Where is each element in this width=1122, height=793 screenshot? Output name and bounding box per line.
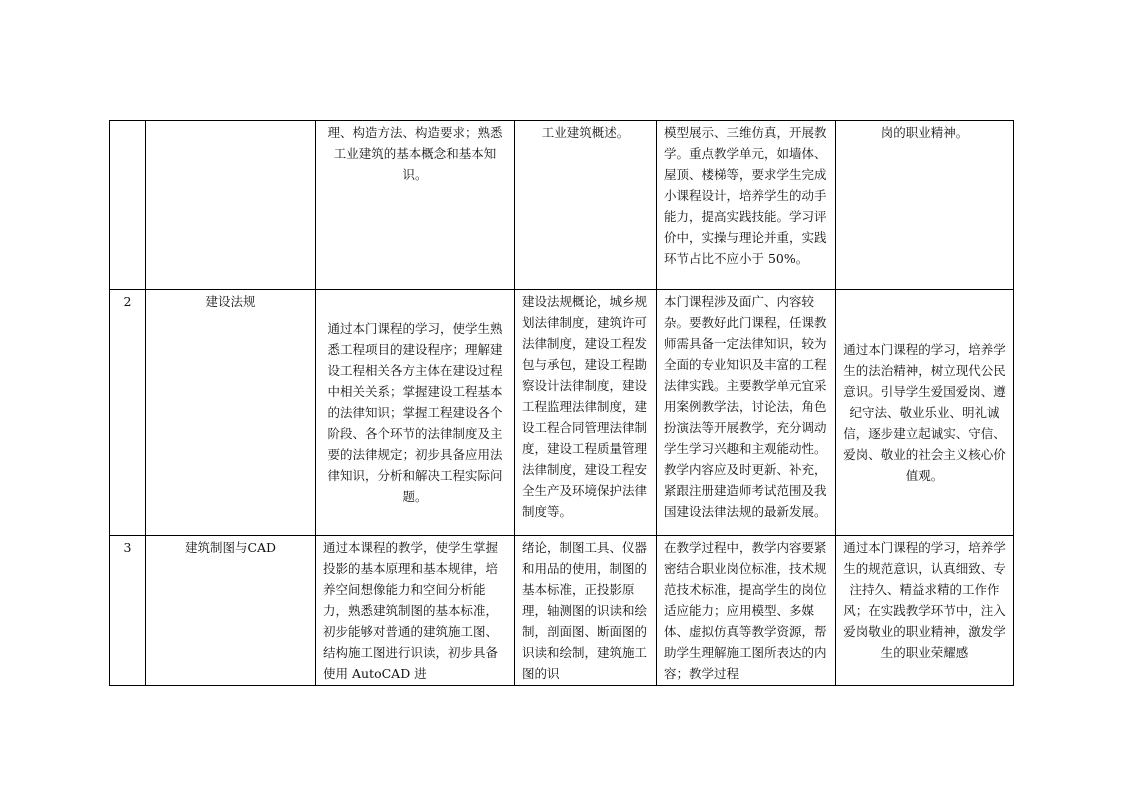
teaching-requirement-cell: 本门课程涉及面广、内容较杂。要教好此门课程，任课教师需具备一定法律知识，较为全面的专业知识及丰富的工程法律实践。主要教学单元宜采用案例教学法，讨论法，角色扮演法等开展教学，充分调动学生学习兴趣和主观能动性。教学内容应及时更新、补充，紧跟注册建造师考试范围及我国建设法律法规的最新发展。	[657, 290, 836, 536]
course-goal-cell: 通过本课程的教学，使学生掌握投影的基本原理和基本规律，培养空间想像能力和空间分析能力，熟悉建筑制图的基本标准，初步能够对普通的建筑施工图、结构施工图进行识读，初步具备使用 AutoCAD 进	[316, 536, 515, 686]
table-row	[110, 290, 1014, 536]
course-content-cell: 工业建筑概述。	[515, 121, 657, 290]
course-name-cell: 建设法规	[146, 290, 316, 536]
course-goal-cell: 通过本门课程的学习，使学生熟悉工程项目的建设程序；理解建设工程相关各方主体在建设过程中相关关系；掌握建设工程基本的法律知识；掌握工程建设各个阶段、各个环节的法律制度及主要的法律规定；初步具备应用法律知识，分析和解决工程实际问题。	[316, 290, 515, 536]
course-content-cell: 建设法规概论，城乡规划法律制度，建筑许可法律制度，建设工程发包与承包，建设工程勘察设计法律制度，建设工程监理法律制度，建设工程合同管理法律制度，建设工程质量管理法律制度，建设工程安全生产及环境保护法律制度等。	[515, 290, 657, 536]
course-number-cell	[110, 121, 146, 290]
curriculum-table	[109, 120, 1014, 686]
ideological-goal-cell: 通过本门课程的学习，培养学生的法治精神，树立现代公民意识。引导学生爱国爱岗、遵纪守法、敬业乐业、明礼诚信，逐步建立起诚实、守信、爱岗、敬业的社会主义核心价值观。	[836, 290, 1014, 536]
course-goal-cell: 理、构造方法、构造要求；熟悉工业建筑的基本概念和基本知识。	[316, 121, 515, 290]
teaching-requirement-cell: 模型展示、三维仿真，开展教学。重点教学单元，如墙体、屋顶、楼梯等，要求学生完成小课程设计，培养学生的动手能力，提高实践技能。学习评价中，实操与理论并重，实践环节占比不应小于 50%。	[657, 121, 836, 290]
course-name-cell	[146, 121, 316, 290]
teaching-requirement-cell: 在教学过程中，教学内容要紧密结合职业岗位标准，技术规范技术标准，提高学生的岗位适应能力；应用模型、多媒体、虚拟仿真等教学资源，帮助学生理解施工图所表达的内容；教学过程	[657, 536, 836, 686]
course-number-cell: 3	[110, 536, 146, 686]
table-row	[110, 121, 1014, 290]
ideological-goal-cell: 岗的职业精神。	[836, 121, 1014, 290]
course-name-cell: 建筑制图与CAD	[146, 536, 316, 686]
course-number-cell: 2	[110, 290, 146, 536]
course-content-cell: 绪论，制图工具、仪器和用品的使用，制图的基本标准，正投影原理，轴测图的识读和绘制，剖面图、断面图的识读和绘制，建筑施工图的识	[515, 536, 657, 686]
ideological-goal-cell: 通过本门课程的学习，培养学生的规范意识，认真细致、专注持久、精益求精的工作作风；在实践教学环节中，注入爱岗敬业的职业精神，激发学生的职业荣耀感	[836, 536, 1014, 686]
table-row	[110, 536, 1014, 686]
